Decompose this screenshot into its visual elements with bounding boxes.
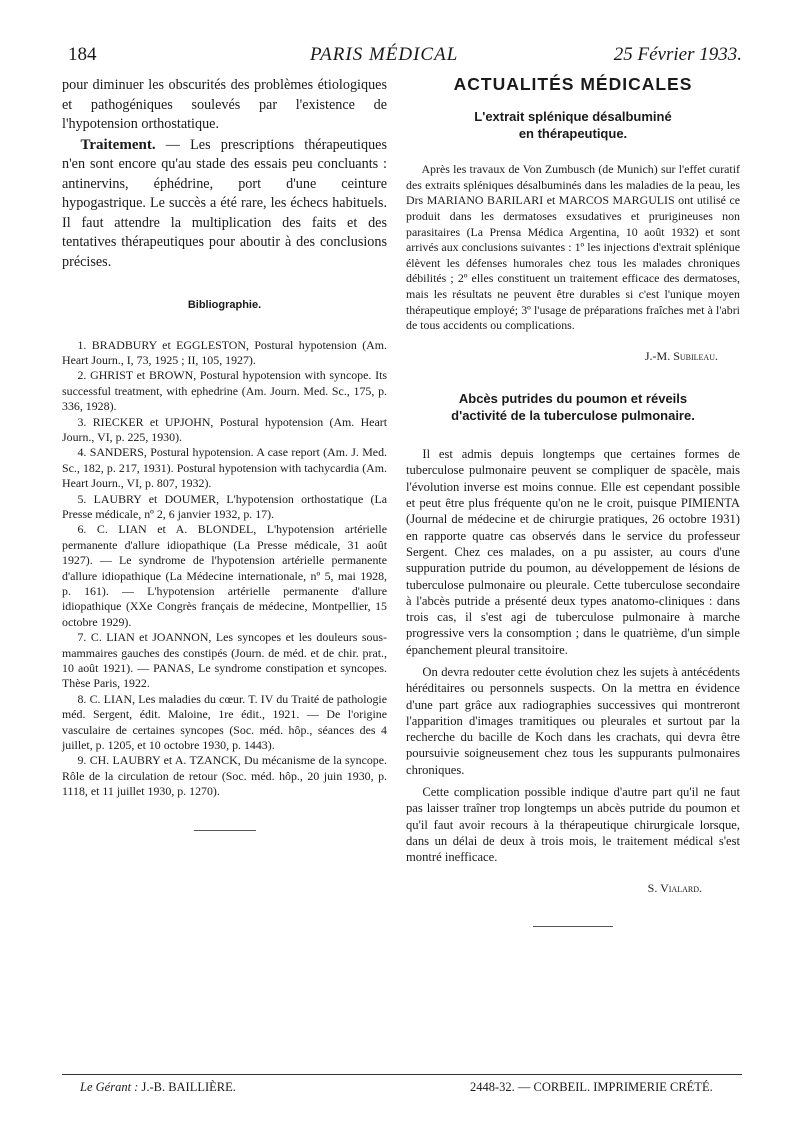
- paragraph-treatment: [62, 136, 387, 273]
- article-signature: S. Vialard.: [647, 880, 702, 895]
- treatment-heading: Traitement.: [80, 136, 156, 153]
- article-body: [406, 446, 740, 865]
- article-title-line: Abcès putrides du poumon et réveils: [458, 391, 688, 407]
- article-title-line: en thérapeutique.: [518, 126, 628, 142]
- article-title: [406, 390, 740, 424]
- right-column: [406, 76, 740, 927]
- article-title: [406, 108, 740, 142]
- treatment-text: — Les prescriptions thérapeutiques n'en sont encore qu'au stade des essais peu concluants : antinervins, éphédrine, port d'une ceinture hypogastrique. Le succès a été rare, les échecs habituels. Il faut attendre la multiplication des faits et des tentatives thérapeutiques pour aboutir à des conclusions précises.: [62, 136, 387, 270]
- article-paragraph: Il est admis depuis longtemps que certaines formes de tuberculose pulmonaire peuvent se compliquer de spacèle, mais l'évolution inverse est moins connue. Elle est cependant possible et peut être plus fréquente qu'on ne le croit, puisque PIMIENTA (Journal de médecine et de chirurgie pratiques, 26 octobre 1931) en rapporte quatre cas observés dans le service du professeur Sergent. Chez ces malades, on a pu assister, au cours d'une suppuration putride du poumon, au développement de lésions de tuberculose pulmonaire ou pleurale. Cette tuberculose secondaire à l'abcès putride a présenté deux types anatomo-cliniques : dans trois cas, il s'est agi de tuberculose pulmonaire à marche progressive vers la consomption ; dans le quatrième, d'un simple épanchement pleural transitoire.: [406, 447, 740, 657]
- left-column: [62, 76, 387, 831]
- article-body: Après les travaux de Von Zumbusch (de Munich) sur l'effet curatif des extraits spléniques désalbuminés dans les maladies de la peau, les Drs MARIANO BARILARI et MARCOS MARGULIS ont utilisé ce produit dans les dermatoses exsudatives et prurigineuses non parasitaires (La Prensa Médica Argentina, 10 août 1932) et sont arrivés aux conclusions suivantes : 1º les injections d'extrait splénique élèvent les défenses humorales chez tous les malades chroniques débilités ; 2º elles constituent un traitement efficace des dermatoses, mais les résultats ne peuvent être durables si c'est l'unique moyen thérapeutique employé; 3º l'usage de préparations fraîches met à l'abri de tous accidents ou complications.: [406, 162, 740, 333]
- reference-item: 6. C. LIAN et A. BLONDEL, L'hypotension artérielle permanente d'allure idiopathique (La Presse médicale, 31 août 1927). — Le syndrome de l'hypotension artérielle permanente d'allure idiopathique (La Médecine internationale, nº 5, mai 1928, p. 161). — L'hypotension artérielle permanente d'allure idiopathique (XXe Congrès français de médecine, Montpellier, 15 octobre 1929).: [62, 522, 387, 629]
- reference-item: 8. C. LIAN, Les maladies du cœur. T. IV du Traité de pathologie méd. Sergent, édit. Maloine, 1re édit., 1921. — De l'origine vasculaire de certaines syncopes (Soc. méd. hôp., séances des 4 juillet, p. 1205, et 10 octobre 1930, p. 1443).: [62, 691, 387, 753]
- bibliography-list: [62, 338, 387, 800]
- footer-manager: [80, 1080, 236, 1095]
- footer-manager-label: Le Gérant :: [80, 1080, 139, 1094]
- bibliography-heading: Bibliographie.: [187, 299, 262, 311]
- reference-item: 3. RIECKER et UPJOHN, Postural hypotension (Am. Heart Journ., VI, p. 225, 1930).: [62, 414, 387, 444]
- journal-title: PARIS MÉDICAL: [310, 44, 459, 65]
- reference-item: 1. BRADBURY et EGGLESTON, Postural hypotension (Am. Heart Journ., I, 73, 1925 ; II, 105, 1927).: [62, 337, 387, 367]
- article-title-line: L'extrait splénique désalbuminé: [474, 109, 672, 125]
- paragraph-etiology: pour diminuer les obscurités des problèmes étiologiques et pathogéniques soulevés par l'existence de l'hypotension orthostatique.: [62, 77, 387, 132]
- section-title: ACTUALITÉS MÉDICALES: [453, 74, 693, 94]
- reference-item: 7. C. LIAN et JOANNON, Les syncopes et les douleurs sous-mammaires gauches des constipés (Journ. de méd. et de chir. prat., 10 août 1921). — PANAS, Le syndrome constipation et syncopes. Thèse Paris, 1922.: [62, 630, 387, 691]
- reference-item: 2. GHRIST et BROWN, Postural hypotension with syncope. Its successful treatment, with ephedrine (Am. Journ. Med. Sc., 175, p. 336, 1928).: [62, 368, 387, 414]
- reference-item: 9. CH. LAUBRY et A. TZANCK, Du mécanisme de la syncope. Rôle de la circulation de retour (Soc. méd. hôp., 20 juin 1930, p. 1118, et 11 juillet 1930, p. 1270).: [62, 753, 387, 799]
- end-rule: [533, 926, 613, 927]
- footer-manager-name: J.-B. BAILLIÈRE.: [138, 1080, 236, 1094]
- issue-date: 25 Février 1933.: [613, 44, 742, 65]
- article-signature: J.-M. Subileau.: [644, 348, 718, 363]
- reference-item: 4. SANDERS, Postural hypotension. A case report (Am. J. Med. Sc., 182, p. 217, 1931). Postural hypotension with tachycardia (Am. Heart Journ., VI, p. 807, 1932).: [62, 445, 387, 491]
- end-rule: [194, 830, 256, 831]
- page-number: 184: [68, 44, 97, 65]
- reference-item: 5. LAUBRY et DOUMER, L'hypotension orthostatique (La Presse médicale, nº 2, 6 janvier 1932, p. 17).: [62, 491, 387, 521]
- article-paragraph: On devra redouter cette évolution chez les sujets à antécédents héréditaires ou personnels suspects. On la mettra en évidence d'une part grâce aux radiographies successives qui montreront l'apparition d'images tramitiques ou pleurales et surtout par la recherche du bacille de Koch dans les crachats, qui devra être poursuivie soigneusement chez tous les suppurants pulmonaires chroniques.: [406, 664, 740, 777]
- footer-printer: 2448-32. — CORBEIL. IMPRIMERIE CRÉTÉ.: [470, 1080, 713, 1094]
- footer-rule: [62, 1074, 742, 1075]
- article-title-line: d'activité de la tuberculose pulmonaire.: [451, 408, 695, 424]
- article-paragraph: Cette complication possible indique d'autre part qu'il ne faut pas laisser traîner trop longtemps un abcès putride du poumon et qu'il faut avoir recours à la thérapeutique chirurgicale lorsque, dans un délai de deux à trois mois, le traitement médical s'est montré inefficace.: [406, 785, 740, 865]
